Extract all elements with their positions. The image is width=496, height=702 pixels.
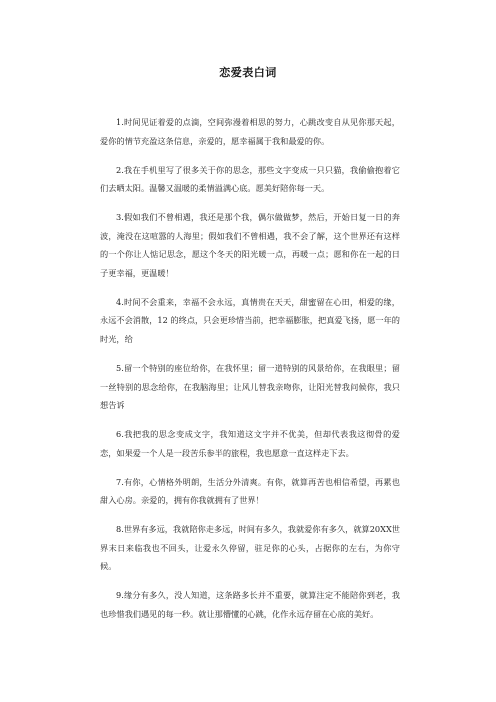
paragraph-2: 2.我在手机里写了很多关于你的思念，那些文字变成一只只猫，我偷偷抱着它们去晒太阳。温馨又温暖的柔情溢满心底。愿美好陪你每一天。 — [100, 164, 400, 193]
paragraph-1: 1.时间见证着爱的点滴，空间弥漫着相思的努力，心跳改变自从见你那天起，爱你的情节充盈这条信息，亲爱的，愿幸福属于我和最爱的你。 — [100, 117, 400, 146]
paragraph-7: 7.有你，心情格外明朗，生活分外清爽。有你，就算再苦也相信希望，再累也甜入心房。亲爱的，拥有你我就拥有了世界！ — [100, 476, 400, 505]
paragraph-4: 4.时间不会重来，幸福不会永远，真情贵在天天，甜蜜留在心田，相爱的缘，永远不会消散，12 的终点，只会更珍惜当前，把幸福膨胀，把真爱飞扬，愿一年的时光，给 — [100, 296, 400, 344]
paragraph-6: 6.我把我的思念变成文字，我知道这文字并不优美，但却代表我这彻骨的爱恋，如果爱一个人是一段苦乐参半的旅程，我也愿意一直这样走下去。 — [100, 429, 400, 458]
paragraph-3: 3.假如我们不曾相遇，我还是那个我，偶尔做做梦，然后，开始日复一日的奔波，淹没在这喧嚣的人海里；假如我们不曾相遇，我不会了解，这个世界还有这样的一个你让人惦记思念，愿这个冬天的阳光暖一点，再暖一点；愿和你在一起的日子更幸福，更温暖！ — [100, 212, 400, 278]
paragraph-9: 9.缘分有多久，没人知道，这条路多长并不重要，就算注定不能陪你到老，我也珍惜我们遇见的每一秒。就让那懵懂的心跳，化作永远存留在心底的美好。 — [100, 590, 400, 619]
paragraph-8: 8.世界有多远，我就陪你走多远，时间有多久，我就爱你有多久，就算20XX世界末日来临我也不回头，让爱永久停留，驻足你的心头，占据你的左右，为你守候。 — [100, 524, 400, 571]
document-title: 恋爱表白词 — [219, 66, 277, 79]
paragraph-5: 5.留一个特别的座位给你，在我怀里；留一道特别的风景给你，在我眼里；留一丝特别的思念给你，在我脑海里；让风儿替我亲吻你，让阳光替我问候你，我只想告诉 — [100, 363, 400, 410]
paragraph-list — [100, 113, 400, 634]
